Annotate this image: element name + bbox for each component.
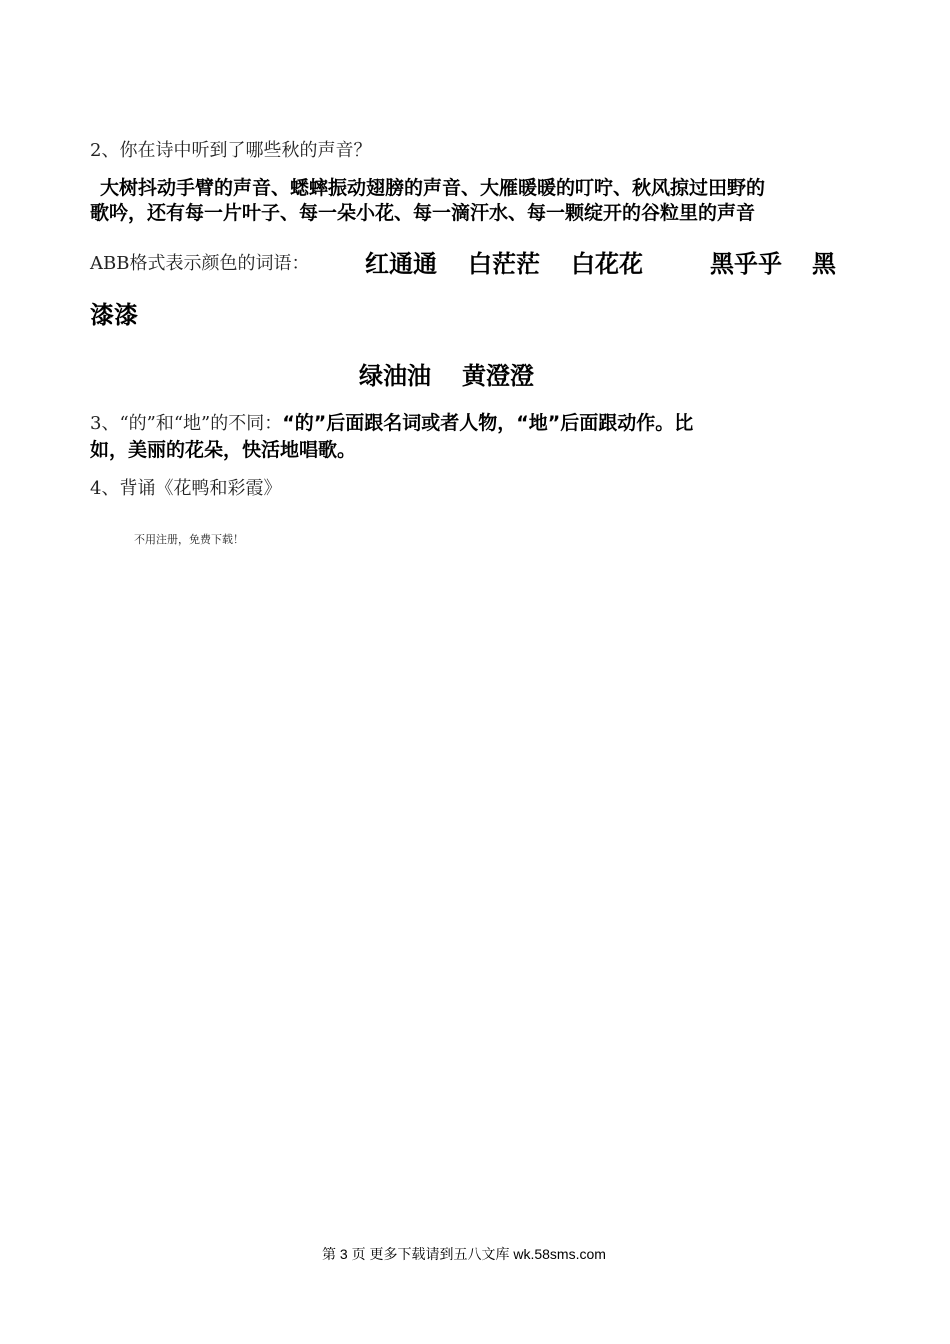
free-download-note: 不用注册，免费下载！ (134, 533, 244, 546)
abb-word-1: 红通通 (365, 250, 437, 278)
abb-word-7: 黄澄澄 (462, 362, 534, 390)
abb-word-2: 白茫茫 (468, 250, 540, 278)
abb-label: ABB格式表示颜色的词语： (90, 253, 310, 274)
abb-word-6: 绿油油 (359, 362, 431, 390)
question-3: 3、“的”和“地”的不同： (90, 413, 283, 434)
abb-word-5: 黑 (812, 250, 836, 278)
question-3-line-1 (90, 408, 693, 435)
abb-word-4: 黑乎乎 (710, 250, 782, 278)
answer-2-line-1: 大树抖动手臂的声音、蟋蟀振动翅膀的声音、大雁暖暖的叮咛、秋风掠过田野的 (100, 177, 766, 199)
question-2: 2、你在诗中听到了哪些秋的声音？ (90, 140, 372, 161)
abb-wrap-word: 漆漆 (90, 301, 138, 329)
answer-2-line-2: 歌吟，还有每一片叶子、每一朵小花、每一滴汗水、每一颗绽开的谷粒里的声音 (90, 202, 756, 224)
question-4: 4、背诵《花鸭和彩霞》 (90, 478, 282, 499)
answer-3-part-1: “的”后面跟名词或者人物，“地”后面跟动作。比 (282, 412, 694, 434)
page-footer: 第 3 页 更多下载请到五八文库 wk.58sms.com (322, 1246, 606, 1262)
answer-3-part-2: 如，美丽的花朵，快活地唱歌。 (90, 439, 357, 461)
abb-word-3: 白花花 (571, 250, 643, 278)
